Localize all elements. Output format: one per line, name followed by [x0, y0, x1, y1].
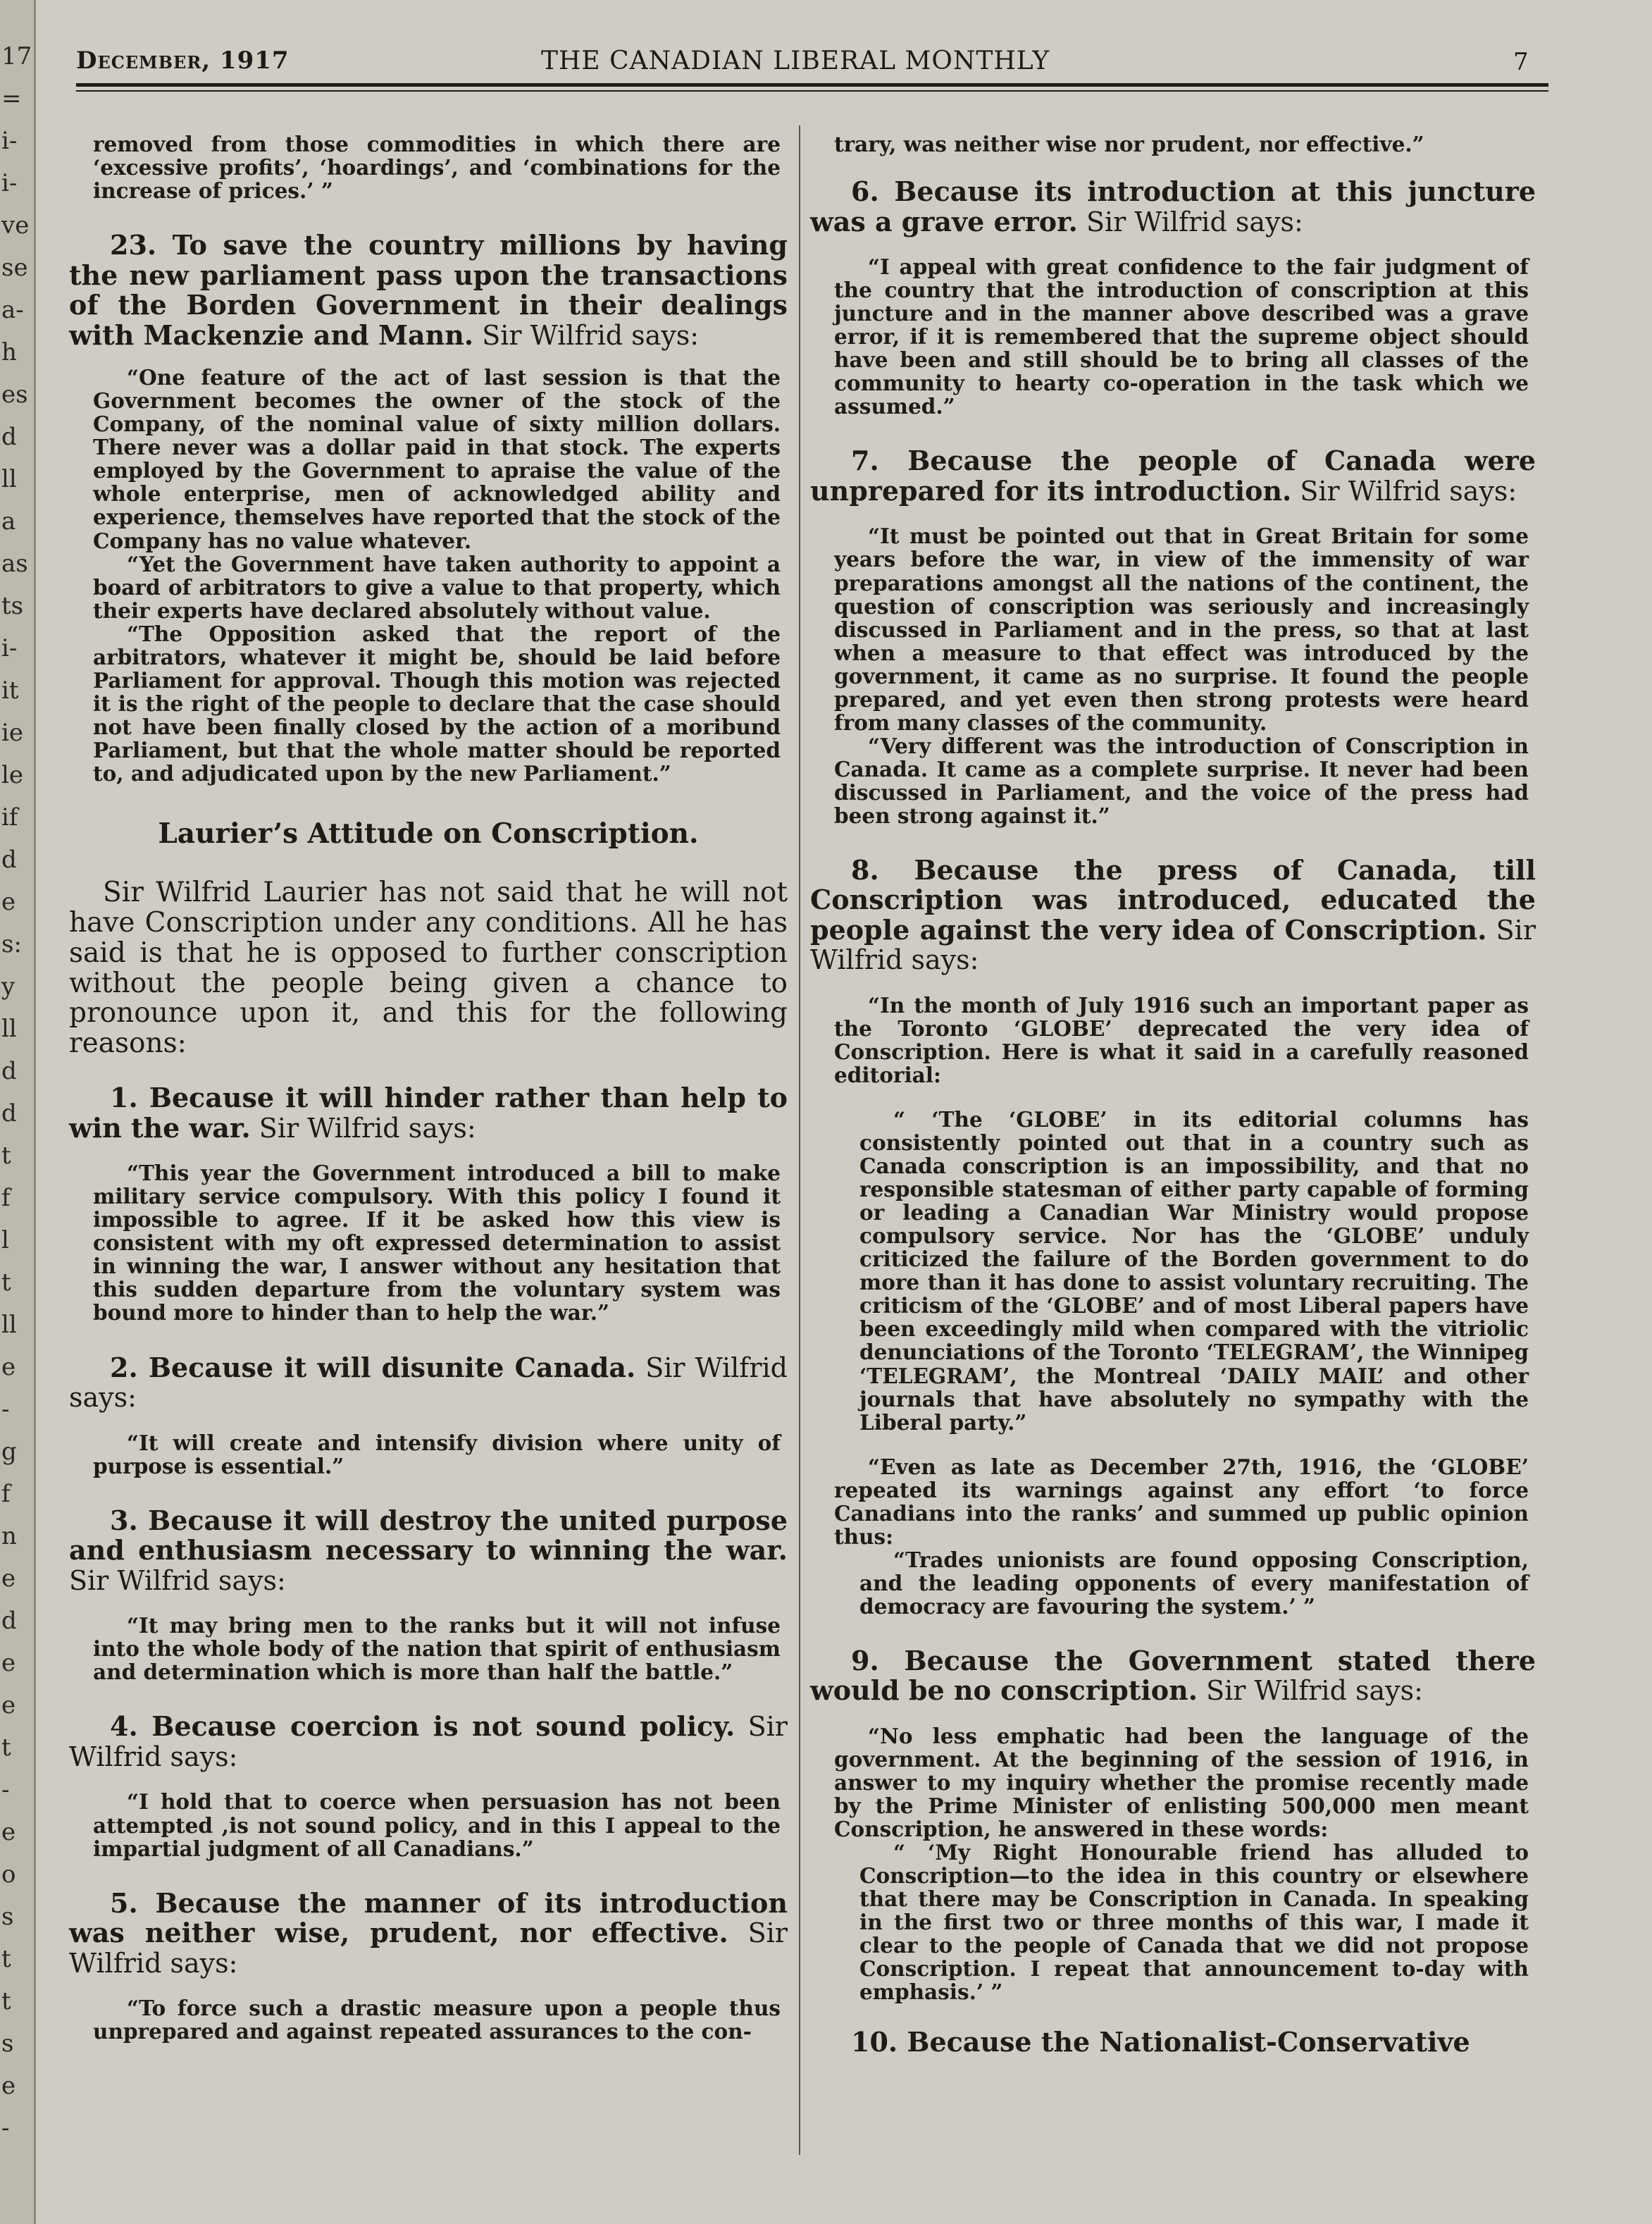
- gutter-fragment: l: [1, 1226, 9, 1254]
- gutter-fragment: d: [1, 1099, 17, 1128]
- gutter-fragment: i-: [1, 634, 18, 662]
- reason-9-heading: 9. Because the Government stated there would be no conscription. Sir Wilfrid says:: [810, 1644, 1536, 1707]
- gutter-fragment: t: [1, 1987, 11, 2015]
- previous-page-edge: [0, 0, 36, 2224]
- quote-4: “I hold that to coerce when persuasion has not been attempted ,is not sound policy, and in this I appeal to the impartial judgment of all Canadians.”: [93, 1789, 781, 1861]
- gutter-fragment: ll: [1, 465, 17, 493]
- quote-3: “It may bring men to the ranks but it will not infuse into the whole body of the nation that spirit of enthusiasm and determination which is more than half the battle.”: [93, 1613, 781, 1685]
- gutter-fragment: o: [1, 1860, 16, 1889]
- reason-3-heading: 3. Because it will destroy the united purpose and enthusiasm necessary to winning the war. Sir Wilfrid says:: [69, 1504, 788, 1596]
- section-subheading: Laurier’s Attitude on Conscription.: [158, 817, 699, 850]
- gutter-fragment: d: [1, 846, 17, 874]
- reason-6-heading: 6. Because its introduction at this juncture was a grave error. Sir Wilfrid says:: [810, 175, 1536, 237]
- column-divider: [799, 125, 800, 2155]
- gutter-fragment: t: [1, 1734, 11, 1762]
- quote-7-a: “It must be pointed out that in Great Britain for some years before the war, in view of the immensity of war preparations amongst all the nations of the continent, the question of conscription was seriously and increasingly discussed in Parliament and in the press, so that at last when a measure to that effect was introduced by the government, it came as no surprise. It found the people prepared, and yet even then strong protests were heard from many classes of the community.: [834, 524, 1529, 735]
- gutter-fragment: e: [1, 1649, 16, 1677]
- gutter-fragment: as: [1, 550, 28, 578]
- quote-23-c: “The Opposition asked that the report of the arbitrators, whatever it might be, should be laid before Parliament for approval. Though this motion was rejected it is the right of the people to declare that the case should not have been finally closed by the action of a moribund Parliament, but that the whole matter should be reported to, and adjudicated upon by the new Parliament.”: [93, 621, 781, 786]
- quote-8-a: “In the month of July 1916 such an important paper as the Toronto ‘GLOBE’ deprecated the very idea of Conscription. Here is what it said in a carefully reasoned editorial:: [834, 993, 1529, 1088]
- quote-7-b: “Very different was the introduction of Conscription in Canada. It came as a complete surprise. It never had been discussed in Parliament, and the voice of the press had been strong against it.”: [834, 733, 1529, 828]
- reason-8-heading: 8. Because the press of Canada, till Conscription was introduced, educated the people against the very idea of Conscription. Sir Wilfrid says:: [810, 853, 1536, 976]
- gutter-fragment: s: [1, 2030, 14, 2058]
- reason-23-heading: [69, 230, 788, 350]
- gutter-fragment: a: [1, 507, 16, 536]
- reason-5-heading: 5. Because the manner of its introduction was neither wise, prudent, nor effective. Sir Wilfrid says:: [69, 1886, 788, 1979]
- gutter-fragment: e: [1, 1818, 16, 1846]
- quote-2: “It will create and intensify division where unity of purpose is essential.”: [93, 1430, 781, 1478]
- quote-5: “To force such a drastic measure upon a people thus unprepared and against repeated assurances to the con-: [93, 1996, 781, 2044]
- reason-1-heading: 1. Because it will hinder rather than help to win the war. Sir Wilfrid says:: [69, 1082, 788, 1144]
- quote-1: “This year the Government introduced a bill to make military service compulsory. With this policy I found it impossible to agree. If it be asked how this view is consistent with my oft expressed determination to assist in winning the war, I answer without any hesitation that this sudden departure from the voluntary system was bound more to hinder than to help the war.”: [93, 1161, 781, 1326]
- gutter-fragment: 17: [1, 42, 32, 70]
- reason-number: 23.: [110, 229, 157, 261]
- quote-8-d: “Trades unionists are found opposing Conscription, and the leading opponents of every manifestation of democracy are favouring the system.’ ”: [859, 1547, 1529, 1619]
- quote-23-a: “One feature of the act of last session is that the Government becomes the owner of the stock of the Company, of the nominal value of sixty million dollars. There never was a dollar paid in that stock. The experts employed by the Government to apraise the value of the whole enterprise, men of acknowledged ability and experience, themselves have reported that the stock of the Company has no value whatever.: [93, 365, 781, 553]
- gutter-fragment: y: [1, 972, 15, 1001]
- gutter-fragment: it: [1, 677, 19, 705]
- quote-6: “I appeal with great confidence to the fair judgment of the country that the introduction of conscription at this juncture and in the manner above described was a grave error, if it is remembered that the supreme object should have been and still should be to bring all classes of the community to hearty co-operation in the task which we assumed.”: [834, 254, 1529, 419]
- gutter-fragment: a-: [1, 296, 24, 324]
- gutter-fragment: s: [1, 1903, 14, 1931]
- reason-4-heading: 4. Because coercion is not sound policy. Sir Wilfrid says:: [69, 1710, 788, 1772]
- reason-10-heading: 10. Because the Nationalist-Conservative: [851, 2026, 1470, 2058]
- gutter-fragment: t: [1, 1142, 11, 1170]
- gutter-fragment: t: [1, 1945, 11, 1973]
- gutter-fragment: g: [1, 1438, 17, 1466]
- gutter-fragment: s:: [1, 930, 22, 958]
- gutter-fragment: ll: [1, 1311, 17, 1339]
- gutter-fragment: se: [1, 254, 28, 282]
- reason-text: To save the country millions by having the new parliament pass upon the transactions of the Borden Government in their dealings with Mackenzie and Mann.: [69, 229, 788, 351]
- quote-23-b: “Yet the Government have taken authority to appoint a board of arbitrators to give a value to that property, which their experts have declared absolutely without value.: [93, 551, 781, 623]
- left-column: [69, 132, 788, 2043]
- running-header: [76, 44, 1548, 86]
- gutter-fragment: i-: [1, 127, 18, 155]
- gutter-fragment: e: [1, 2072, 16, 2100]
- gutter-fragment: f: [1, 1480, 11, 1508]
- gutter-fragment: h: [1, 338, 17, 366]
- gutter-fragment: ie: [1, 719, 23, 747]
- quote-9-b: “ ‘My Right Honourable friend has alluded to Conscription—to the idea in this country or elsewhere that there may be Conscription in Canada. In speaking in the first two or three months of this war, I made it clear to the people of Canada that we did not propose Conscription. I repeat that announcement to-day with emphasis.’ ”: [859, 1840, 1529, 2005]
- right-column: [810, 132, 1536, 2058]
- gutter-fragment: ts: [1, 592, 24, 620]
- gutter-fragment: d: [1, 1057, 17, 1085]
- gutter-fragment: n: [1, 1522, 17, 1550]
- gutter-fragment: -: [1, 2114, 10, 2142]
- gutter-fragment: t: [1, 1268, 11, 1297]
- header-rule-thin: [76, 90, 1548, 92]
- gutter-fragment: e: [1, 888, 16, 916]
- gutter-fragment: le: [1, 761, 23, 789]
- page-number: 7: [1513, 48, 1529, 76]
- gutter-fragment: -: [1, 1395, 10, 1423]
- quote-continuation: removed from those commodities in which there are ‘excessive profits’, ‘hoardings’, and ‘combinations for the increase of prices.’ ”: [93, 132, 781, 204]
- intro-paragraph: Sir Wilfrid Laurier has not said that he will not have Conscription under any conditions. All he has said is that he is opposed to further conscription without the people being given a chance to pronounce upon it, and this for the following reasons:: [69, 876, 788, 1060]
- reason-7-heading: 7. Because the people of Canada were unprepared for its introduction. Sir Wilfrid says:: [810, 445, 1536, 507]
- reason-2-heading: 2. Because it will disunite Canada. Sir Wilfrid says:: [69, 1351, 788, 1414]
- gutter-fragment: es: [1, 381, 28, 409]
- quote-8-b: “ ‘The ‘GLOBE’ in its editorial columns has consistently pointed out that in a country such as Canada conscription is an impossibility, and that no responsible statesman of either party capable of forming or leading a Canadian War Ministry would propose compulsory service. Nor has the ‘GLOBE’ unduly criticized the failure of the Borden government to do more than it has done to assist voluntary recruiting. The criticism of the ‘GLOBE’ and of most Liberal papers have been exceedingly mild when compared with the vitriolic denunciations of the Toronto ‘TELEGRAM’, the Winnipeg ‘TELEGRAM’, the Montreal ‘DAILY MAIL’ and other journals that have absolutely no sympathy with the Liberal party.”: [859, 1107, 1529, 1435]
- gutter-fragment: ll: [1, 1015, 17, 1043]
- header-rule-thick: [76, 83, 1548, 87]
- attribution: Sir Wilfrid says:: [482, 319, 700, 351]
- gutter-fragment: =: [1, 85, 22, 113]
- quote-8-c: “Even as late as December 27th, 1916, the ‘GLOBE’ repeated its warnings against any effort ‘to force Canadians into the ranks’ and summed up public opinion thus:: [834, 1454, 1529, 1549]
- gutter-fragment: e: [1, 1564, 16, 1593]
- gutter-fragment: d: [1, 1607, 17, 1635]
- gutter-fragment: ve: [1, 211, 30, 240]
- header-title: THE CANADIAN LIBERAL MONTHLY: [541, 47, 1050, 75]
- gutter-fragment: -: [1, 1776, 10, 1804]
- header-date: December, 1917: [76, 47, 290, 75]
- quote-5-continuation: trary, was neither wise nor prudent, nor effective.”: [834, 132, 1424, 156]
- quote-9-a: “No less emphatic had been the language of the government. At the beginning of the session of 1916, in answer to my inquiry whether the promise recently made by the Prime Minister of enlisting 500,000 men meant Conscription, he answered in these words:: [834, 1723, 1529, 1842]
- gutter-fragment: e: [1, 1691, 16, 1719]
- gutter-fragment: e: [1, 1353, 16, 1381]
- gutter-fragment: if: [1, 803, 18, 832]
- gutter-fragment: i-: [1, 169, 18, 197]
- gutter-fragment: f: [1, 1184, 11, 1212]
- gutter-fragment: d: [1, 423, 17, 451]
